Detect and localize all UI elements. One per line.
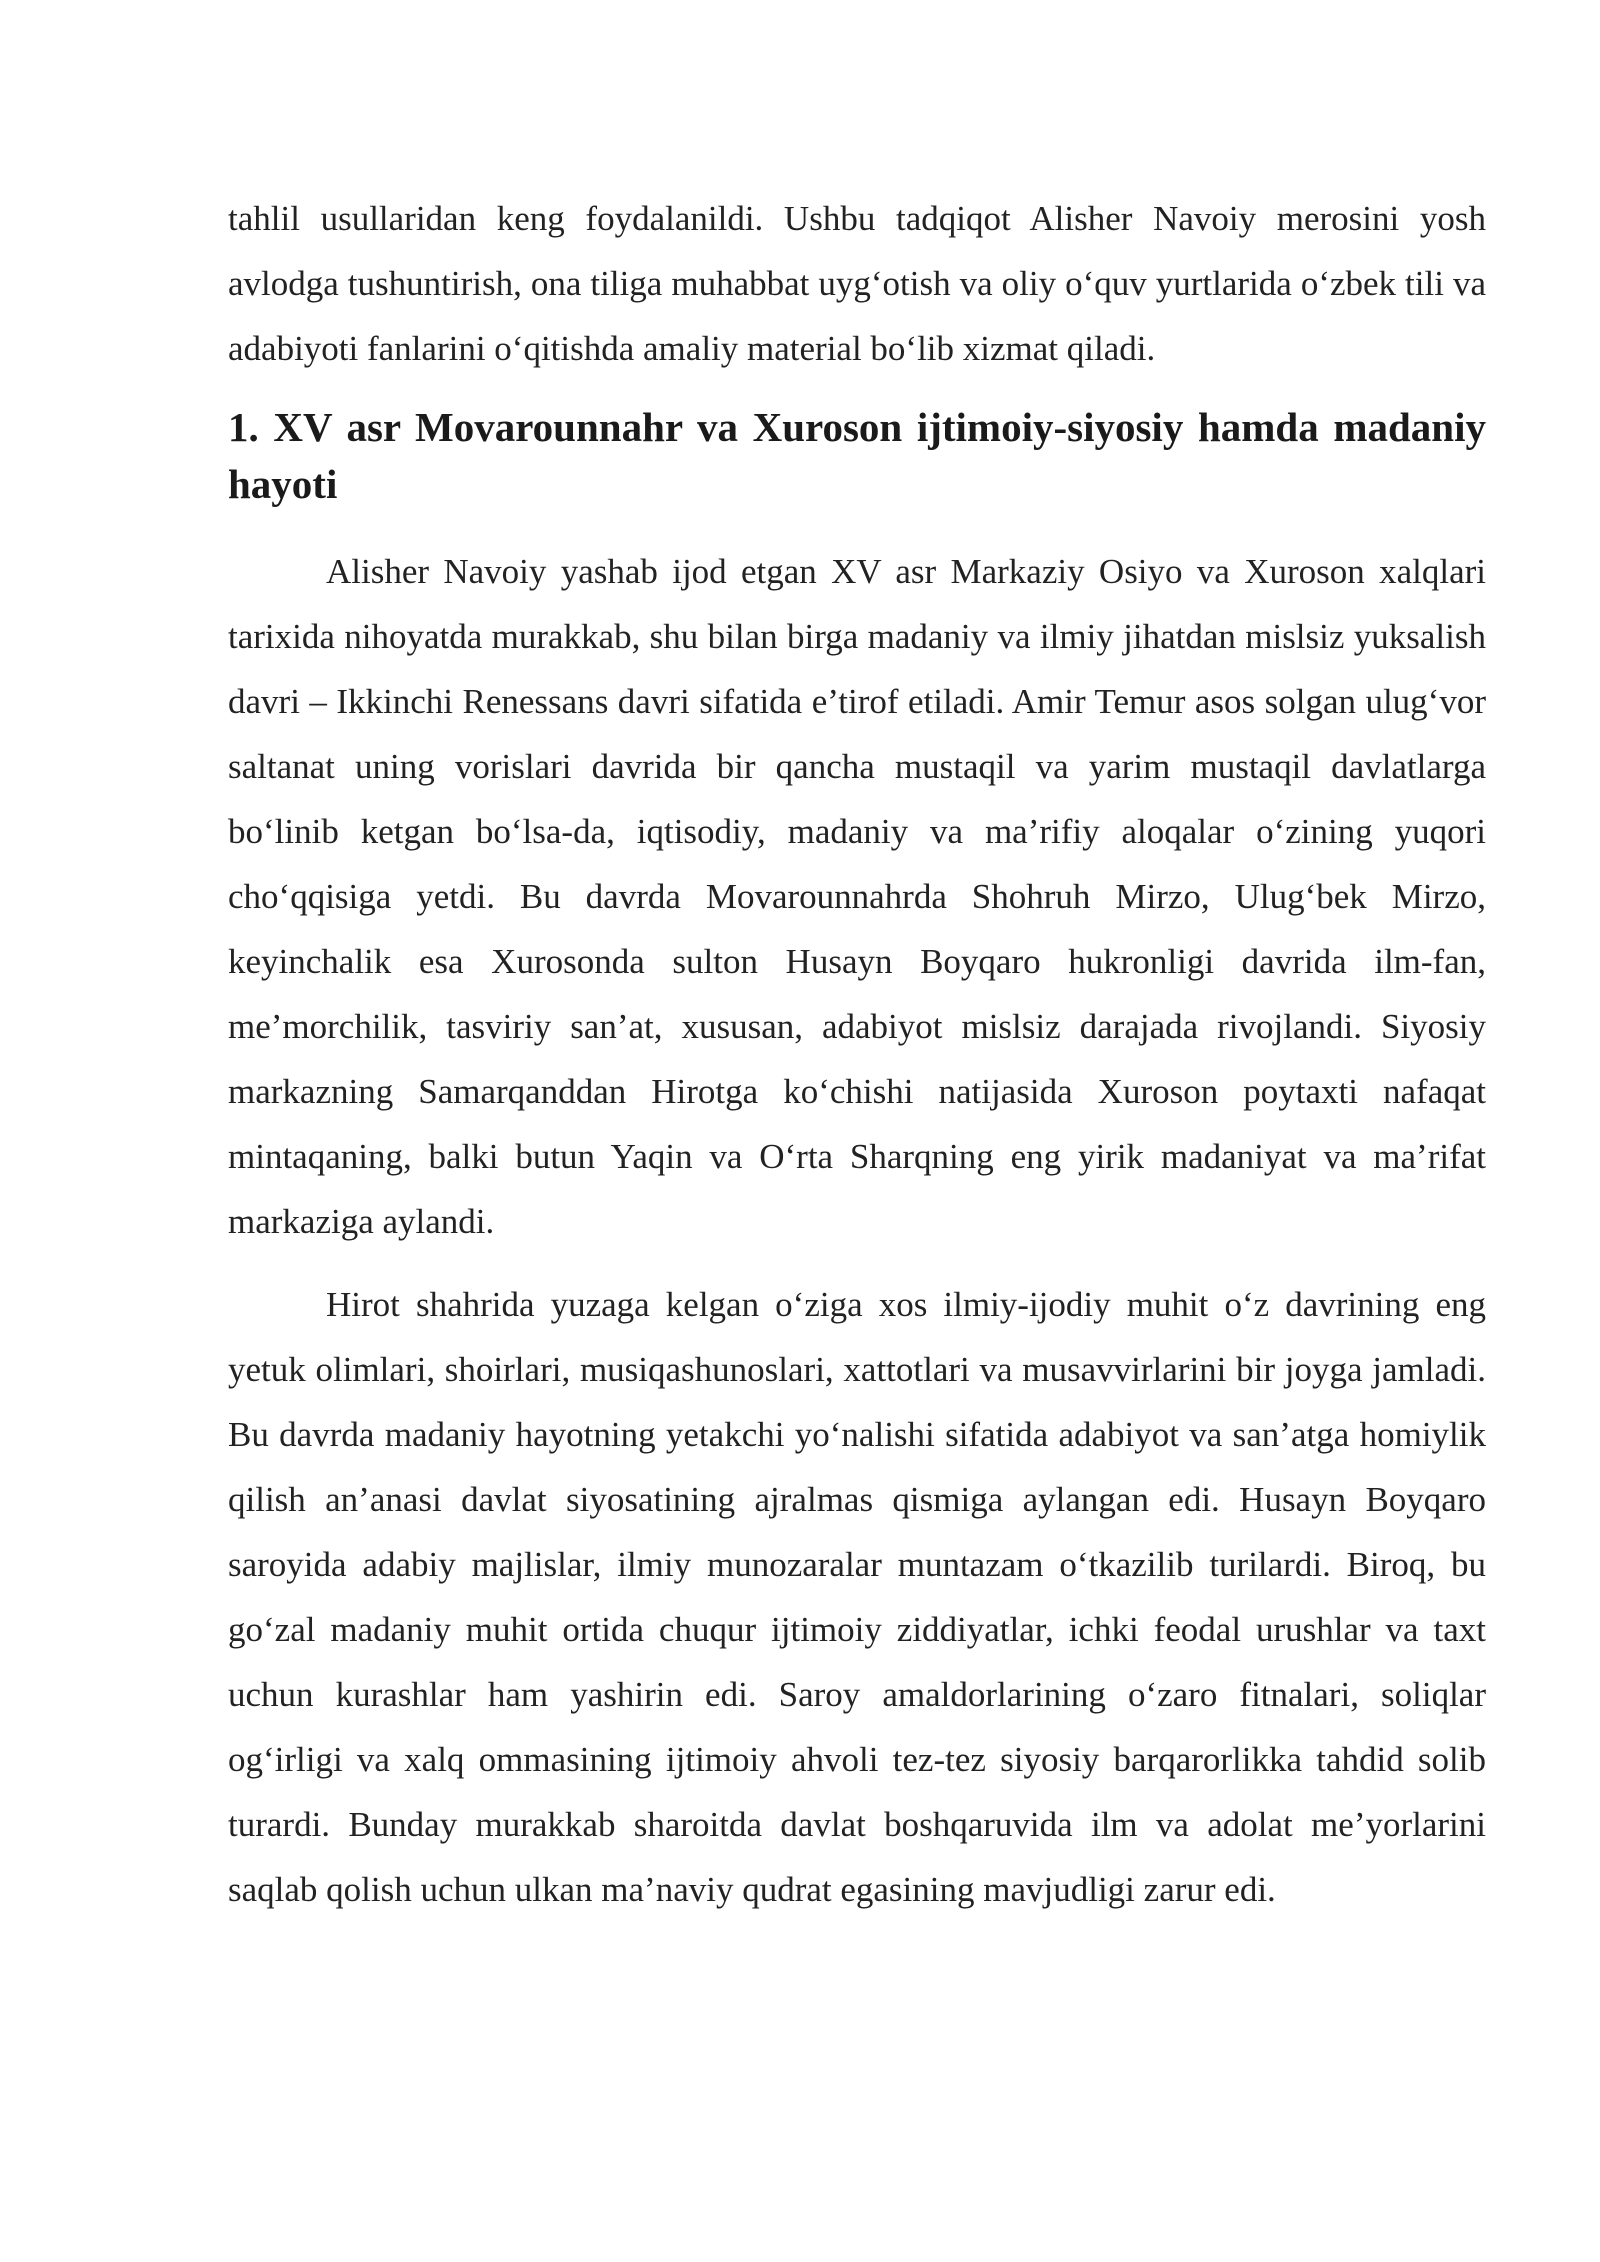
- document-page: [228, 186, 1486, 1922]
- body-paragraph-1: Alisher Navoiy yashab ijod etgan XV asr Markaziy Osiyo va Xuroson xalqlari tarixida nihoyatda murakkab, shu bilan birga madaniy va ilmiy jihatdan mislsiz yuksalish davri – Ikkinchi Renessans davri sifatida e’tirof etiladi. Amir Temur asos solgan ulug‘vor saltanat uning vorislari davrida bir qancha mustaqil va yarim mustaqil davlatlarga bo‘linib ketgan bo‘lsa-da, iqtisodiy, madaniy va ma’rifiy aloqalar o‘zining yuqori cho‘qqisiga yetdi. Bu davrda Movarounnahrda Shohruh Mirzo, Ulug‘bek Mirzo, keyinchalik esa Xurosonda sulton Husayn Boyqaro hukronligi davrida ilm-fan, me’morchilik, tasviriy san’at, xususan, adabiyot mislsiz darajada rivojlandi. Siyosiy markazning Samarqanddan Hirotga ko‘chishi natijasida Xuroson poytaxti nafaqat mintaqaning, balki butun Yaqin va O‘rta Sharqning eng yirik madaniyat va ma’rifat markaziga aylandi.: [228, 552, 1486, 1241]
- intro-paragraph: tahlil usullaridan keng foydalanildi. Ushbu tadqiqot Alisher Navoiy merosini yosh avlodga tushuntirish, ona tiliga muhabbat uyg‘otish va oliy o‘quv yurtlarida o‘zbek tili va adabiyoti fanlarini o‘qitishda amaliy material bo‘lib xizmat qiladi.: [228, 199, 1486, 368]
- body-paragraph-2: Hirot shahrida yuzaga kelgan o‘ziga xos ilmiy-ijodiy muhit o‘z davrining eng yetuk olimlari, shoirlari, musiqashunoslari, xattotlari va musavvirlarini bir joyga jamladi. Bu davrda madaniy hayotning yetakchi yo‘nalishi sifatida adabiyot va san’atga homiylik qilish an’anasi davlat siyosatining ajralmas qismiga aylangan edi. Husayn Boyqaro saroyida adabiy majlislar, ilmiy munozaralar muntazam o‘tkazilib turilardi. Biroq, bu go‘zal madaniy muhit ortida chuqur ijtimoiy ziddiyatlar, ichki feodal urushlar va taxt uchun kurashlar ham yashirin edi. Saroy amaldorlarining o‘zaro fitnalari, soliqlar og‘irligi va xalq ommasining ijtimoiy ahvoli tez-tez siyosiy barqarorlikka tahdid solib turardi. Bunday murakkab sharoitda davlat boshqaruvida ilm va adolat me’yorlarini saqlab qolish uchun ulkan ma’naviy qudrat egasining mavjudligi zarur edi.: [228, 1285, 1486, 1909]
- section-heading: 1. XV asr Movarounnahr va Xuroson ijtimoiy-siyosiy hamda madaniy hayoti: [228, 404, 1486, 507]
